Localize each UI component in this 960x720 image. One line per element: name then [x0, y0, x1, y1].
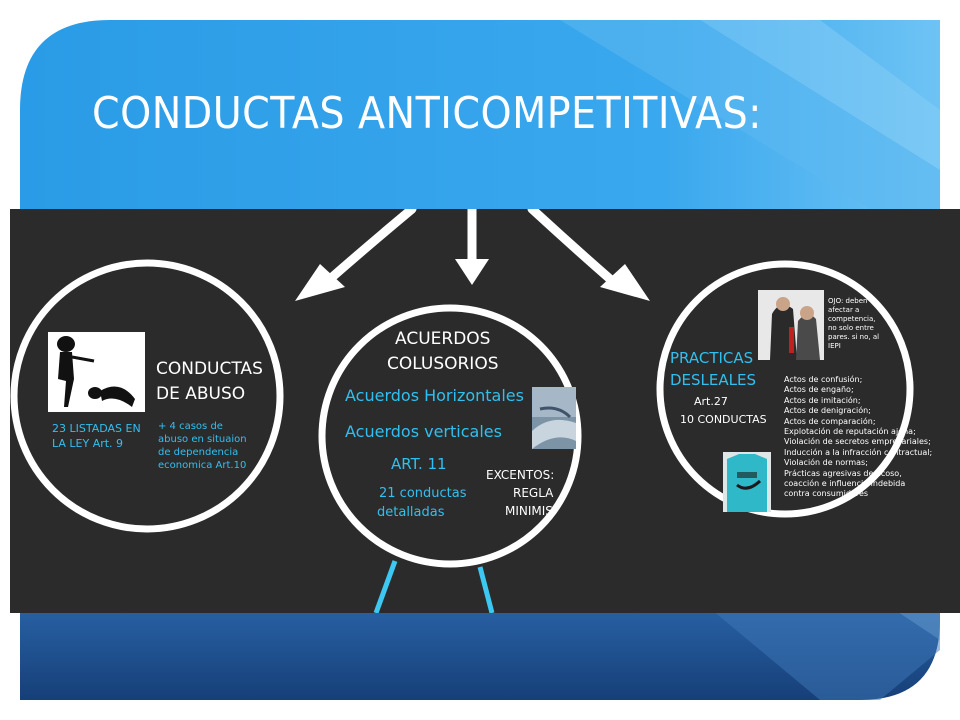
unfair-acts-list: [784, 375, 932, 500]
note-line: no solo entre: [828, 324, 874, 333]
connector-line-right: [480, 567, 492, 613]
arrow-center-head: [455, 259, 489, 285]
act-item: Inducción a la infracción contractual;: [784, 447, 933, 457]
slide-title: CONDUCTAS ANTICOMPETITIVAS:: [92, 88, 762, 139]
collusion-count-1: 21 conductas: [379, 486, 467, 501]
collusion-heading-1: ACUERDOS: [395, 329, 491, 349]
unfair-heading-1: PRACTICAS: [670, 349, 754, 367]
act-item: Prácticas agresivas de acoso,: [784, 468, 902, 478]
act-item: Violación de secretos empresariales;: [784, 437, 931, 447]
collusion-heading-2: COLUSORIOS: [387, 354, 499, 374]
unfair-article: Art.27: [694, 395, 728, 408]
horizontal-agreements: Acuerdos Horizontales: [345, 386, 524, 405]
exempt-line-1: EXCENTOS:: [486, 468, 555, 482]
act-item: Actos de denigración;: [784, 406, 871, 416]
pointing-figure-illustration: [48, 332, 145, 412]
unfair-note: [828, 297, 879, 352]
arrow-right: [532, 209, 610, 279]
arrow-right-head: [600, 264, 650, 301]
act-item: coacción e influencia indebida: [784, 478, 906, 488]
abuse-extra-line-2: abuso en situaion: [158, 434, 247, 445]
jersey-photo: [723, 452, 771, 512]
abuse-extra-line-4: economica Art.10: [158, 460, 247, 471]
handshake-photo: [532, 387, 576, 449]
note-line: IEPI: [828, 342, 841, 351]
unfair-count: 10 CONDUCTAS: [680, 413, 767, 426]
note-line: competencia,: [828, 315, 876, 324]
unfair-heading-2: DESLEALES: [670, 371, 757, 389]
vertical-agreements: Acuerdos verticales: [345, 422, 502, 441]
collusion-count-2: detalladas: [377, 505, 445, 520]
note-line: afectar a: [828, 306, 860, 315]
note-line: pares. si no, al: [828, 333, 880, 342]
abuse-extra-line-1: + 4 casos de: [158, 421, 223, 432]
act-item: contra consumidores: [784, 489, 869, 499]
abuse-heading-2: DE ABUSO: [156, 384, 246, 404]
abuse-listed-line-1: 23 LISTADAS EN: [52, 422, 141, 435]
arrow-left: [330, 209, 412, 279]
abuse-extra-line-3: de dependencia: [158, 447, 239, 458]
act-item: Violación de normas;: [784, 458, 868, 468]
note-line: OJO: deben: [828, 297, 868, 305]
act-item: Explotación de reputación ajena;: [784, 426, 916, 436]
businessmen-photo: [758, 290, 824, 360]
act-item: Actos de engaño;: [784, 385, 854, 395]
abuse-listed-line-2: LA LEY Art. 9: [52, 437, 124, 450]
connector-line-left: [376, 561, 395, 613]
act-item: Actos de imitación;: [784, 395, 861, 405]
abuse-heading-1: CONDUCTAS: [156, 359, 263, 379]
diagram-panel: [10, 209, 960, 613]
act-item: Actos de confusión;: [784, 375, 863, 384]
collusion-article: ART. 11: [391, 455, 447, 473]
exempt-line-3: MINIMIS: [505, 504, 553, 518]
exempt-line-2: REGLA: [513, 486, 554, 500]
act-item: Actos de comparación;: [784, 416, 876, 426]
